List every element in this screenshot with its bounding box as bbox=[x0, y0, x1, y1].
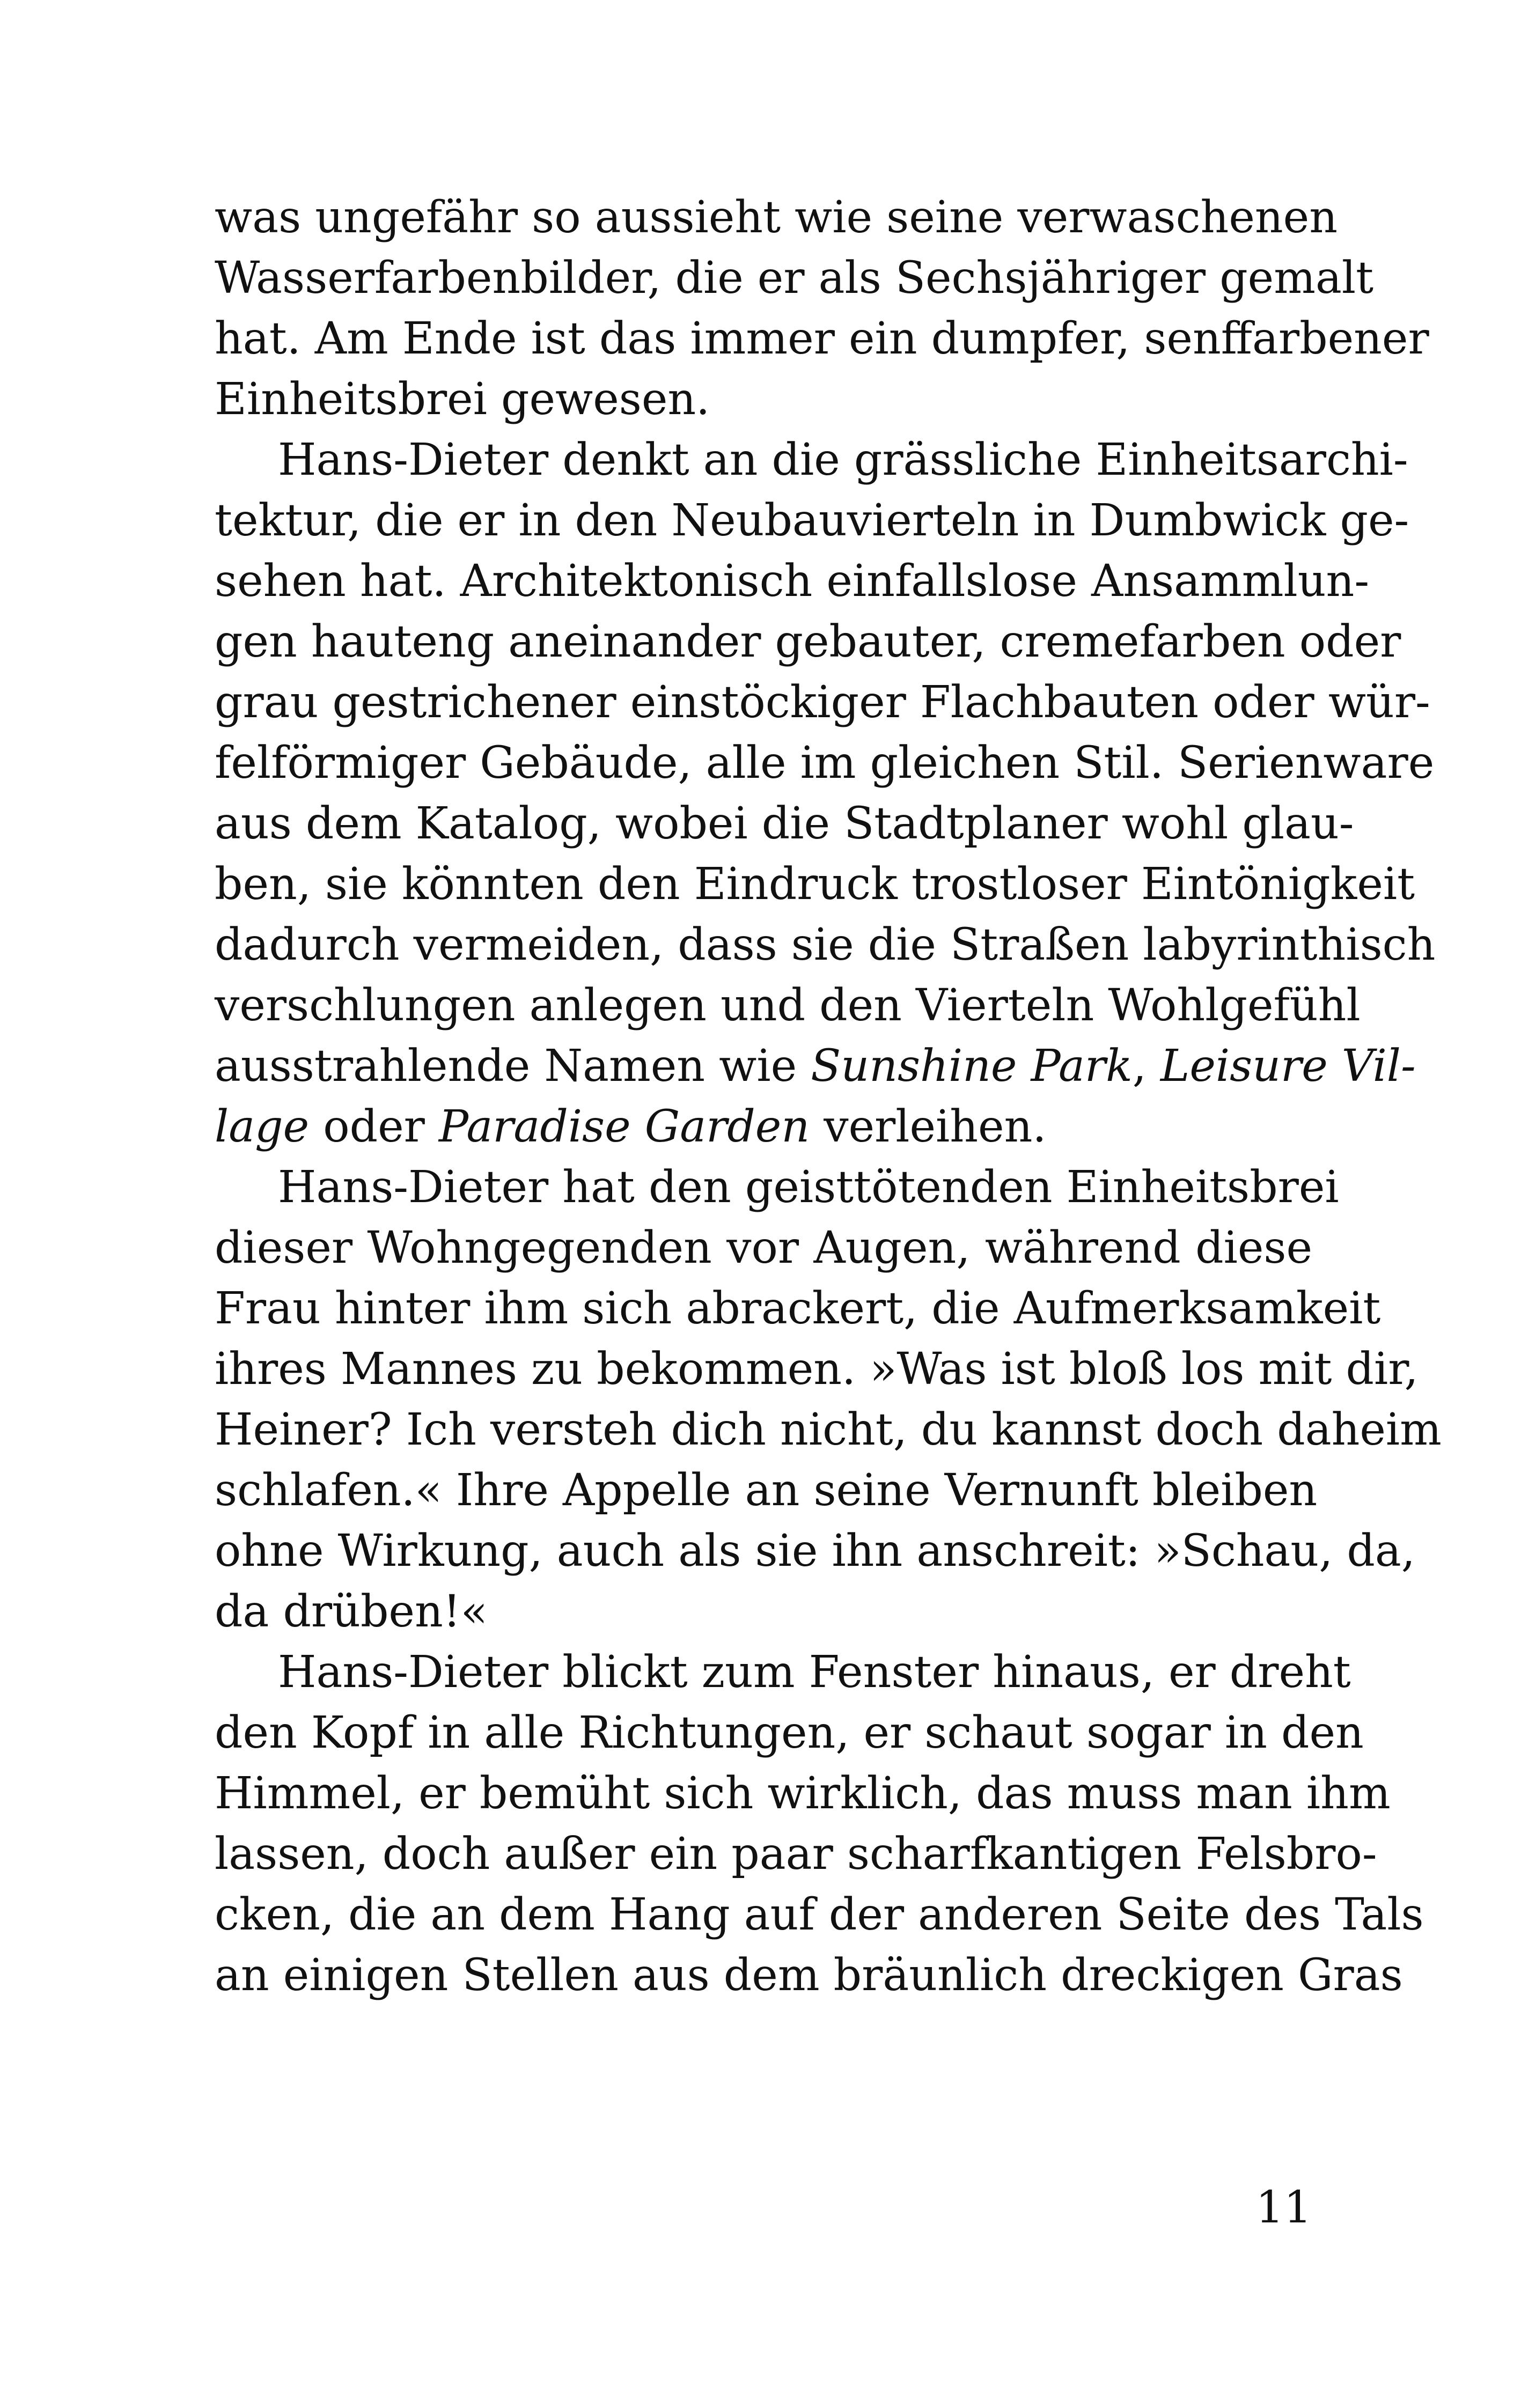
text-line: ben, sie könnten den Eindruck trostloser Eintönigkeit bbox=[215, 859, 1415, 910]
paragraph-first-line: Hans-Dieter hat den geisttötenden Einheitsbrei bbox=[278, 1162, 1339, 1213]
text-line: lassen, doch außer ein paar scharfkantigen Felsbro- bbox=[215, 1829, 1377, 1880]
italic-place-name: Paradise Garden bbox=[438, 1101, 810, 1152]
text-run: ausstrahlende Namen wie bbox=[215, 1041, 811, 1092]
italic-place-name: Leisure Vil- bbox=[1160, 1041, 1416, 1092]
text-line: verschlungen anlegen und den Vierteln Wohlgefühl bbox=[215, 980, 1361, 1031]
paragraph-first-line: Hans-Dieter blickt zum Fenster hinaus, er dreht bbox=[278, 1647, 1351, 1698]
text-line: den Kopf in alle Richtungen, er schaut sogar in den bbox=[215, 1707, 1364, 1758]
text-line: Frau hinter ihm sich abrackert, die Aufmerksamkeit bbox=[215, 1283, 1381, 1334]
text-line: gen hauteng aneinander gebauter, cremefarben oder bbox=[215, 616, 1401, 667]
text-run: oder bbox=[309, 1101, 439, 1152]
text-line: ohne Wirkung, auch als sie ihn anschreit: »Schau, da, bbox=[215, 1526, 1415, 1577]
text-line: sehen hat. Architektonisch einfallslose Ansammlun- bbox=[215, 556, 1370, 607]
text-line: dieser Wohngegenden vor Augen, während diese bbox=[215, 1223, 1312, 1273]
italic-place-name: lage bbox=[215, 1101, 310, 1152]
text-run: , bbox=[1132, 1041, 1160, 1092]
text-line: Einheitsbrei gewesen. bbox=[215, 374, 710, 425]
text-line: dadurch vermeiden, dass sie die Straßen labyrinthisch bbox=[215, 919, 1436, 970]
text-line: aus dem Katalog, wobei die Stadtplaner wohl glau- bbox=[215, 798, 1354, 849]
text-line: grau gestrichener einstöckiger Flachbauten oder wür- bbox=[215, 677, 1430, 728]
text-line: an einigen Stellen aus dem bräunlich dreckigen Gras bbox=[215, 1950, 1403, 2001]
text-line: hat. Am Ende ist das immer ein dumpfer, senffarbener bbox=[215, 313, 1429, 364]
text-line: schlafen.« Ihre Appelle an seine Vernunft bleiben bbox=[215, 1465, 1318, 1516]
text-run: verleihen. bbox=[810, 1101, 1047, 1152]
text-line: ihres Mannes zu bekommen. »Was ist bloß los mit dir, bbox=[215, 1344, 1419, 1395]
text-line: da drüben!« bbox=[215, 1586, 488, 1637]
text-line: cken, die an dem Hang auf der anderen Seite des Tals bbox=[215, 1889, 1424, 1940]
text-line bbox=[215, 1036, 1416, 1096]
text-line bbox=[215, 1097, 1312, 1157]
text-line: tektur, die er in den Neubauvierteln in Dumbwick ge- bbox=[215, 495, 1409, 546]
text-line: Himmel, er bemüht sich wirklich, das muss man ihm bbox=[215, 1768, 1391, 1819]
text-line: was ungefähr so aussieht wie seine verwaschenen bbox=[215, 192, 1338, 243]
text-line: felförmiger Gebäude, alle im gleichen Stil. Serienware bbox=[215, 738, 1435, 789]
text-line: Wasserfarbenbilder, die er als Sechsjähriger gemalt bbox=[215, 253, 1374, 304]
paragraph-first-line: Hans-Dieter denkt an die grässliche Einheitsarchi- bbox=[278, 435, 1408, 485]
page-number: 11 bbox=[1255, 2182, 1312, 2233]
italic-place-name: Sunshine Park bbox=[811, 1041, 1133, 1092]
text-line: Heiner? Ich versteh dich nicht, du kannst doch daheim bbox=[215, 1404, 1442, 1455]
